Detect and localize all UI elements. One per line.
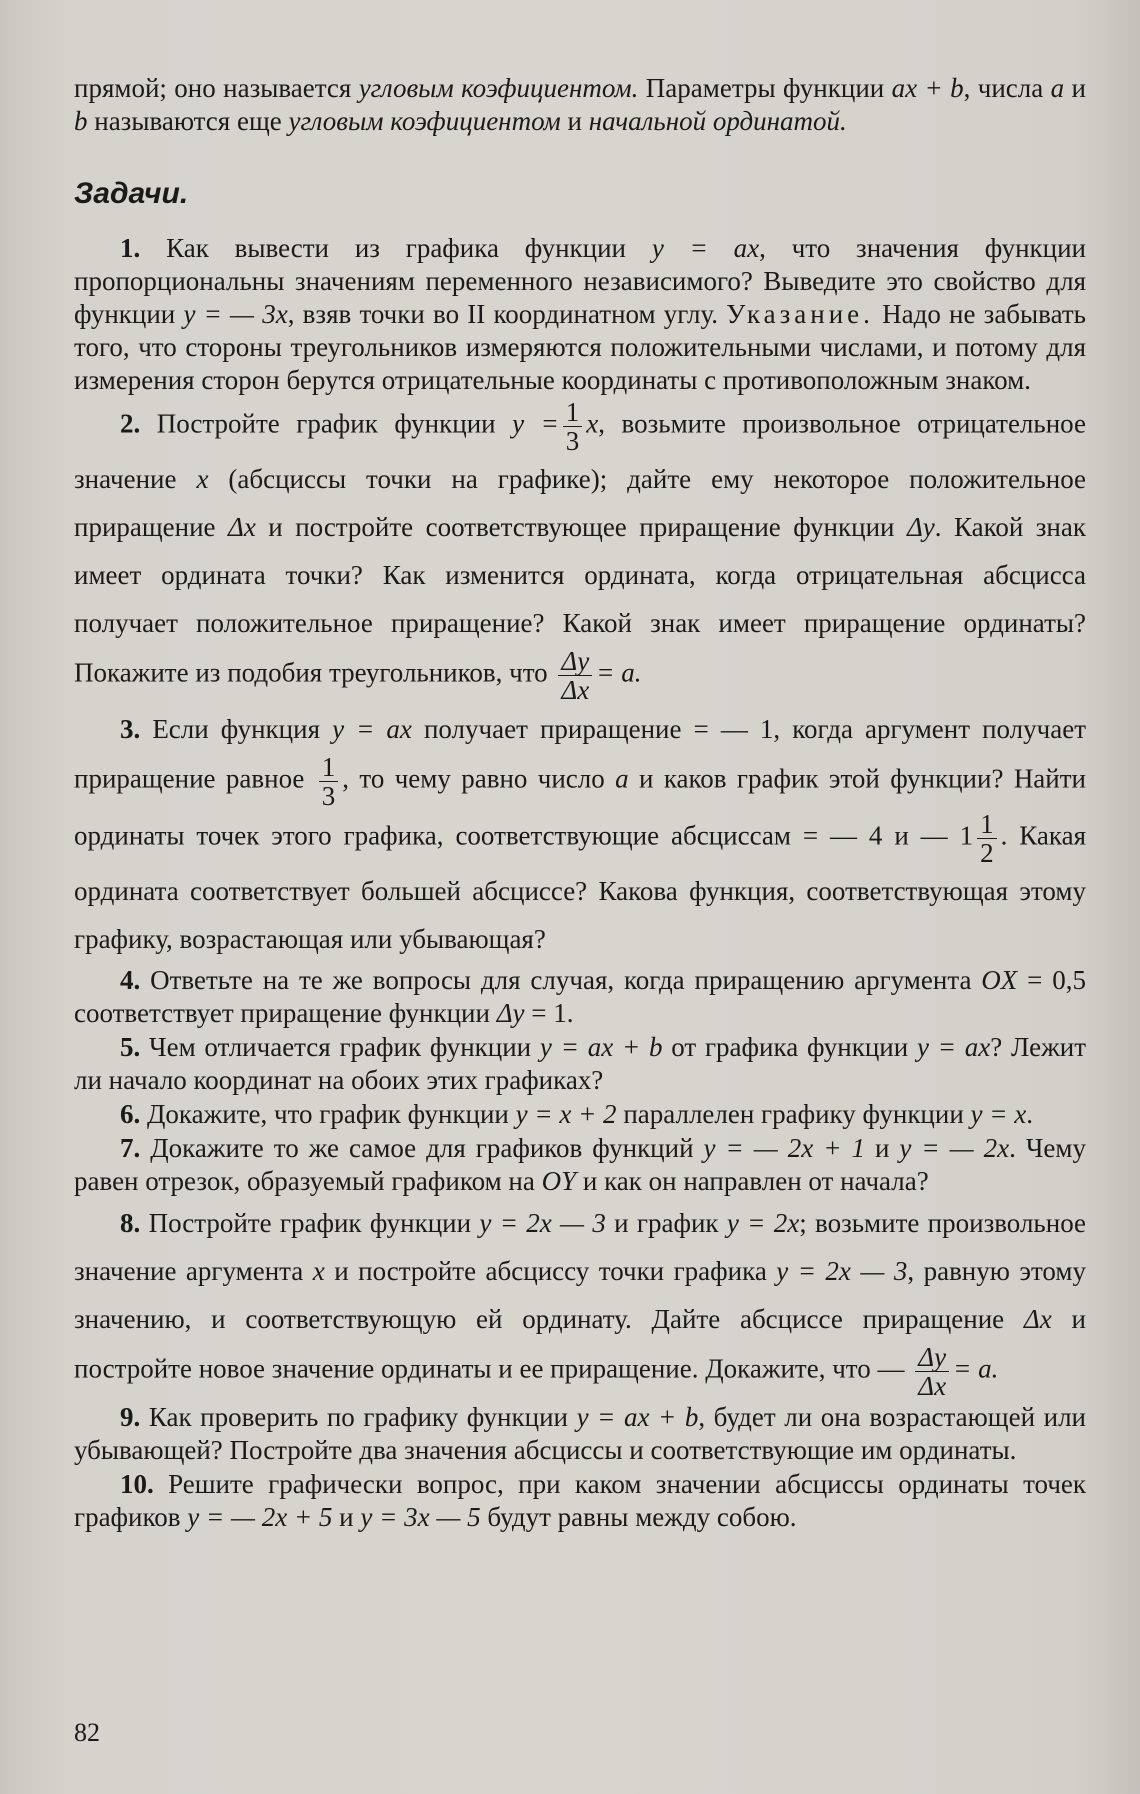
text: и постройте новое значение ординаты и ее приращение. Докажите, что — <box>74 1304 1086 1384</box>
task-number: 2. <box>120 408 141 439</box>
formula: y = x + 2 <box>515 1099 617 1129</box>
formula: y = 2x — 3 <box>479 1208 606 1238</box>
text: Параметры функции <box>638 73 892 103</box>
text: называются еще <box>87 106 289 136</box>
formula: ax + b <box>891 73 964 103</box>
fraction <box>563 398 583 455</box>
term-slope: угловым коэфициентом. <box>358 73 639 103</box>
text: Как проверить по графику функции <box>140 1402 577 1432</box>
formula: y = x <box>970 1099 1027 1129</box>
text: от графика функции <box>662 1032 917 1062</box>
task-number: 10. <box>120 1469 154 1499</box>
text: , возьмите произвольное отрицательное значение <box>74 408 1086 494</box>
formula: Δy <box>496 998 525 1028</box>
section-heading: Задачи. <box>74 177 189 210</box>
text: Решите графически вопрос, при каком значении абсциссы ординаты точек графиков <box>74 1469 1086 1532</box>
text: и <box>1064 73 1086 103</box>
text: . Какая ордината соответствует большей абсциссе? Какова функция, соответствующая этому графику, возрастающая или убывающая? <box>74 820 1087 954</box>
formula: y = ax + b <box>539 1032 663 1062</box>
text: прямой; оно называется <box>74 73 359 103</box>
text: Если функция <box>140 714 333 744</box>
page-content <box>74 72 1086 1535</box>
denominator: 3 <box>321 781 336 811</box>
task-6 <box>74 1098 1086 1131</box>
formula: OY <box>541 1166 577 1196</box>
term-intercept: начальной ординатой. <box>588 106 847 136</box>
text: и постройте соответствующее приращение функции <box>255 512 907 542</box>
task-number: 6. <box>120 1099 141 1129</box>
text: Надо не забывать того, что стороны треугольников измеряются положительными числами, и потому для измерения сторон берутся отрицательные координаты с противоположным знаком. <box>74 299 1086 395</box>
denominator: Δx <box>561 675 590 705</box>
text: , то чему равно число <box>342 763 616 794</box>
formula: b <box>74 106 88 136</box>
task-number: 9. <box>120 1402 141 1432</box>
formula: OX <box>981 965 1018 995</box>
formula: y = — 2x + 5 <box>187 1502 333 1532</box>
text: Постройте график функции <box>140 408 513 439</box>
text: получает приращение = — 1, когда аргумент получает приращение равное <box>74 714 1086 794</box>
fraction <box>915 1343 949 1400</box>
text: . Какой знак имеет ордината точки? Как изменится ордината, когда отрицательная абсцисса получает положительное приращение? Какой знак имеет приращение ординаты? Покажите из подобия треугольников, что <box>74 512 1086 688</box>
formula: Δy <box>906 512 935 542</box>
fraction <box>319 753 339 810</box>
denominator: 2 <box>980 838 994 868</box>
formula: y = — 3x <box>183 299 288 329</box>
text: ; возьмите произвольное значение аргумента <box>74 1208 1087 1286</box>
task-9 <box>74 1401 1086 1467</box>
formula: y = — 2x + 1 <box>703 1133 865 1163</box>
formula: y = 2x — 3 <box>776 1256 908 1286</box>
text: Докажите, что график функции <box>140 1099 516 1129</box>
text: будут равны между собою. <box>480 1502 797 1532</box>
text: и график <box>605 1208 727 1238</box>
formula: y = ax <box>916 1032 991 1062</box>
formula: a <box>615 763 629 794</box>
task-number: 8. <box>120 1208 141 1238</box>
formula: y = 3x — 5 <box>360 1502 481 1532</box>
formula: y = ax + b <box>576 1402 699 1432</box>
hint-label: Указание. <box>726 299 874 329</box>
task-3 <box>74 705 1086 963</box>
text: и <box>560 106 589 136</box>
numerator: Δy <box>558 647 592 676</box>
task-number: 5. <box>120 1032 141 1062</box>
numerator: 1 <box>977 810 997 839</box>
text: Постройте график функции <box>140 1208 480 1238</box>
text: = 0,5 соответствует приращение функции <box>74 965 1086 1028</box>
formula: = a. <box>953 1353 999 1384</box>
denominator: 3 <box>565 426 580 456</box>
text: Как вывести из графика функции <box>140 233 652 263</box>
text: и каков график этой функции? Найти ординаты точек этого графика, соответствующие абсциссам = — 4 и — 1 <box>74 763 1086 851</box>
numerator: Δy <box>915 1343 949 1372</box>
task-5 <box>74 1031 1086 1097</box>
formula: = a. <box>596 657 642 688</box>
formula: a <box>1050 73 1065 103</box>
task-2 <box>74 398 1086 704</box>
intro-paragraph <box>74 72 1086 138</box>
denominator: Δx <box>918 1371 947 1401</box>
formula: y = 2x <box>726 1208 800 1238</box>
text: и постройте абсциссу точки графика <box>324 1256 777 1286</box>
text: = 1. <box>524 998 574 1028</box>
formula: y = — 2x <box>899 1133 1010 1163</box>
text: Докажите то же самое для графиков функций <box>140 1133 704 1163</box>
text: , будет ли она возрастающей или убывающей? Постройте два значения абсциссы и соответствующие им ординаты. <box>74 1402 1086 1465</box>
text: , взяв точки во II координатном углу. <box>287 299 727 329</box>
fraction <box>977 810 997 867</box>
task-10 <box>74 1468 1086 1534</box>
text: и как он направлен от начала? <box>576 1166 929 1196</box>
task-7 <box>74 1132 1086 1198</box>
term-slope: угловым коэфициентом <box>288 106 561 136</box>
numerator: 1 <box>563 398 583 427</box>
text: , числа <box>963 73 1051 103</box>
formula: x <box>586 408 599 439</box>
text: Ответьте на те же вопросы для случая, когда приращению аргумента <box>140 965 982 995</box>
formula: Δx <box>228 512 256 542</box>
task-8 <box>74 1199 1086 1400</box>
task-number: 4. <box>120 965 141 995</box>
text: . Чему равен отрезок, образуемый графиком на <box>74 1133 1086 1196</box>
numerator: 1 <box>319 753 339 782</box>
task-number: 1. <box>120 233 141 263</box>
text: ? Лежит ли начало координат на обоих этих графиках? <box>74 1032 1087 1095</box>
formula: y = ax <box>651 233 760 263</box>
formula: y = ax <box>332 714 412 744</box>
text: и <box>864 1133 900 1163</box>
task-number: 3. <box>120 714 141 744</box>
task-1 <box>74 232 1086 397</box>
text: , равную этому значению, и соответствующую ей ординату. Дайте абсциссе приращение <box>74 1256 1087 1334</box>
text: , что значения функции пропорциональны значениям переменного независимого? Выведите это свойство для функции <box>74 233 1086 329</box>
formula: x <box>312 1256 325 1286</box>
formula: x <box>196 464 209 494</box>
text: . <box>1026 1099 1033 1129</box>
text: (абсциссы точки на графике); дайте ему некоторое положительное приращение <box>74 464 1087 542</box>
text: Чем отличается график функции <box>140 1032 540 1062</box>
task-number: 7. <box>120 1133 141 1163</box>
page-number: 82 <box>74 1718 100 1747</box>
formula: Δx <box>1023 1304 1052 1334</box>
text: параллелен графику функции <box>616 1099 971 1129</box>
formula: y = <box>512 408 559 439</box>
fraction <box>558 647 592 704</box>
text: и <box>332 1502 361 1532</box>
task-4 <box>74 964 1086 1030</box>
